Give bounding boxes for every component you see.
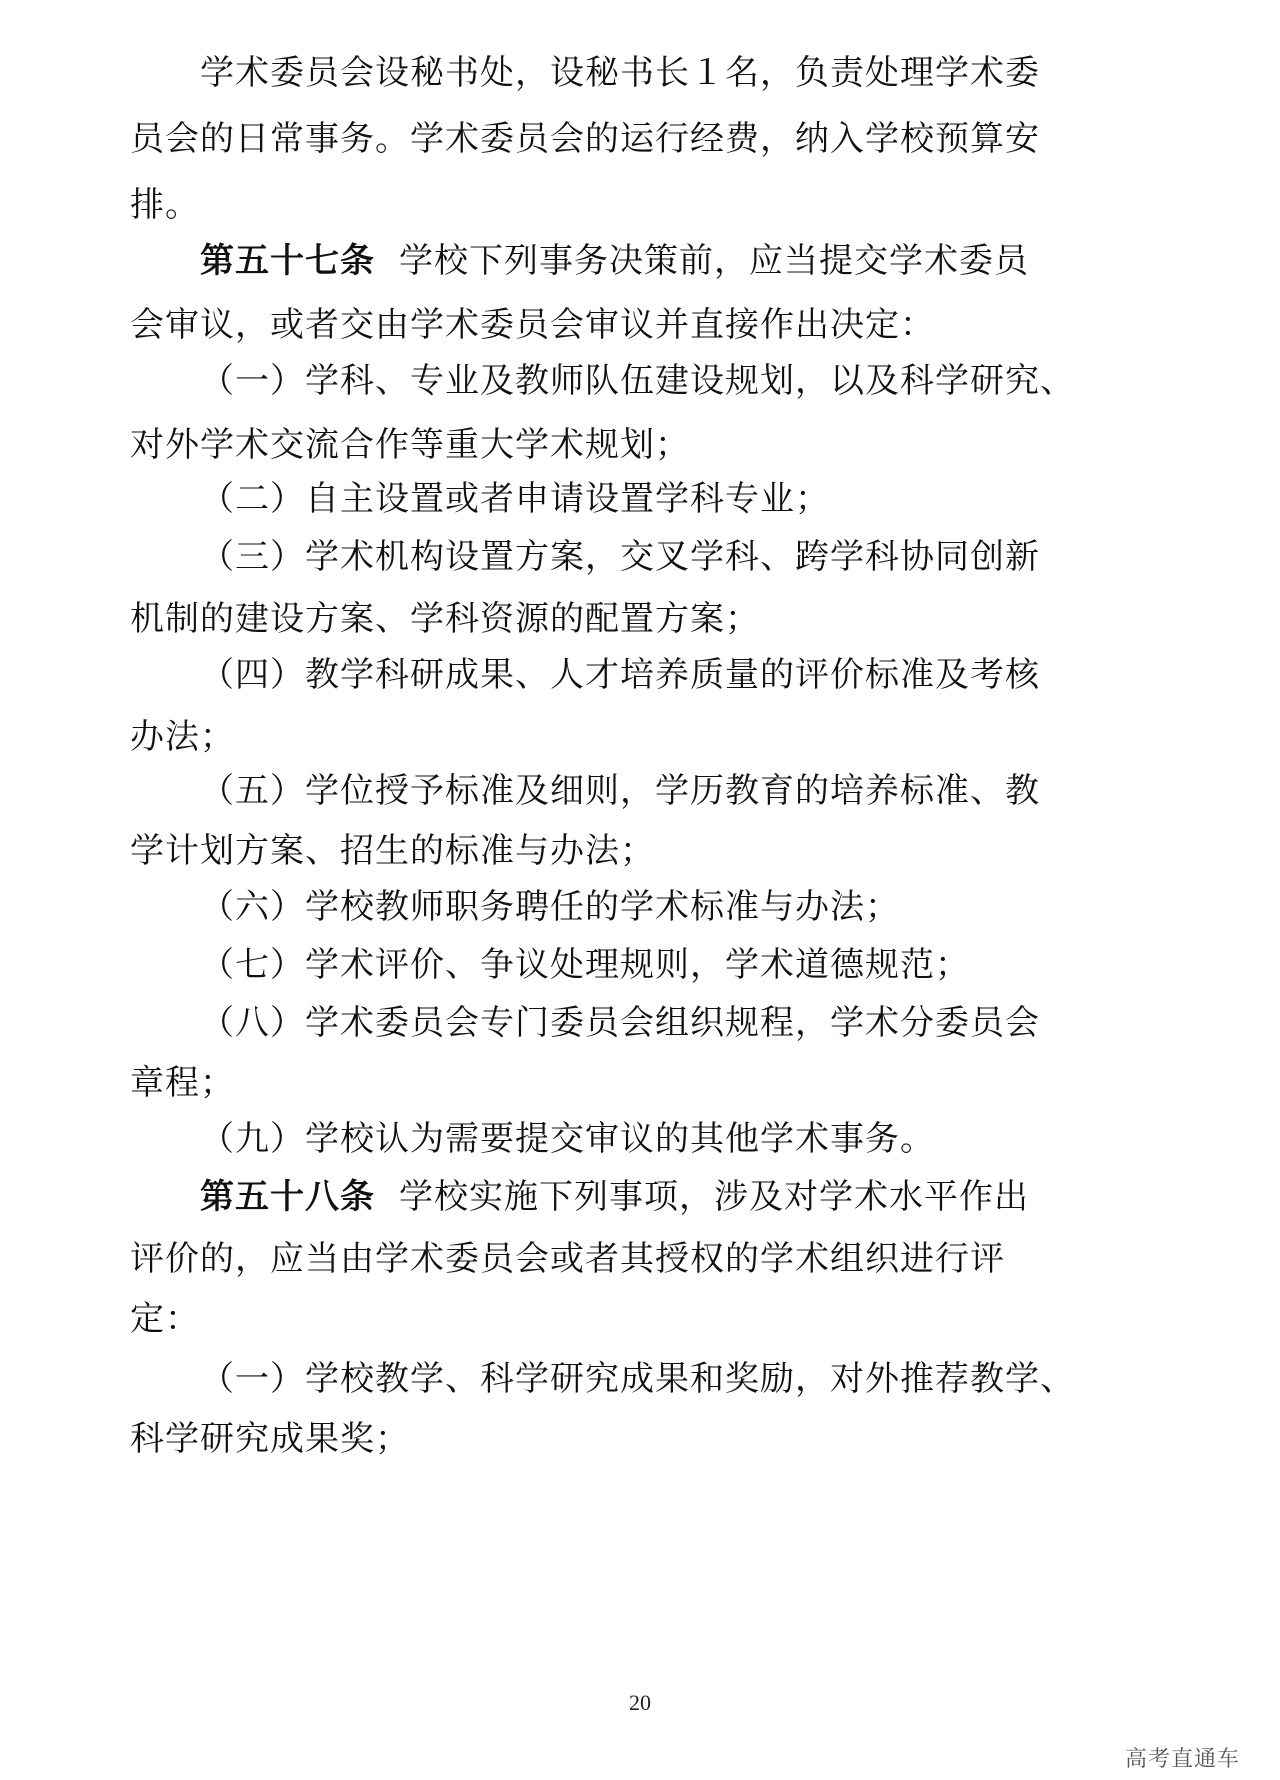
text-line: 对外学术交流合作等重大学术规划；: [130, 425, 690, 465]
list-item: （五）学位授予标准及细则，学历教育的培养标准、教: [200, 771, 1040, 811]
text-line: 评价的，应当由学术委员会或者其授权的学术组织进行评: [130, 1239, 1005, 1279]
text-line: 机制的建设方案、学科资源的配置方案；: [130, 599, 760, 639]
list-item: （八）学术委员会专门委员会组织规程，学术分委员会: [200, 1003, 1040, 1043]
text-line: 排。: [130, 185, 200, 225]
article-57-heading-line: [200, 228, 1110, 294]
list-item: （一）学校教学、科学研究成果和奖励，对外推荐教学、: [200, 1359, 1075, 1399]
text-line: 科学研究成果奖；: [130, 1419, 410, 1459]
list-item: （七）学术评价、争议处理规则，学术道德规范；: [200, 945, 970, 985]
list-item: （一）学科、专业及教师队伍建设规划，以及科学研究、: [200, 361, 1075, 401]
text-line: 定：: [130, 1299, 200, 1339]
text-line: 员会的日常事务。学术委员会的运行经费，纳入学校预算安: [130, 119, 1040, 159]
article-57-label: 第五十七条: [200, 241, 375, 281]
list-item: （九）学校认为需要提交审议的其他学术事务。: [200, 1119, 935, 1159]
article-58-label: 第五十八条: [200, 1177, 375, 1217]
list-item: （三）学术机构设置方案，交叉学科、跨学科协同创新: [200, 537, 1040, 577]
list-item: （四）教学科研成果、人才培养质量的评价标准及考核: [200, 655, 1040, 695]
text-span: 学校下列事务决策前，应当提交学术委员: [399, 241, 1029, 281]
text-line: 学术委员会设秘书处，设秘书长１名，负责处理学术委: [200, 53, 1040, 93]
text-span: 学校实施下列事项，涉及对学术水平作出: [399, 1177, 1029, 1217]
text-line: 会审议，或者交由学术委员会审议并直接作出决定：: [130, 305, 935, 345]
text-line: 章程；: [130, 1063, 235, 1103]
text-line: 学计划方案、招生的标准与办法；: [130, 831, 655, 871]
list-item: （二）自主设置或者申请设置学科专业；: [200, 479, 830, 519]
page-number: 20: [629, 1690, 651, 1715]
watermark: 高考直通车: [1124, 1747, 1240, 1772]
text-line: 办法；: [130, 717, 235, 757]
list-item: （六）学校教师职务聘任的学术标准与办法；: [200, 887, 900, 927]
article-58-heading-line: [200, 1164, 1110, 1230]
